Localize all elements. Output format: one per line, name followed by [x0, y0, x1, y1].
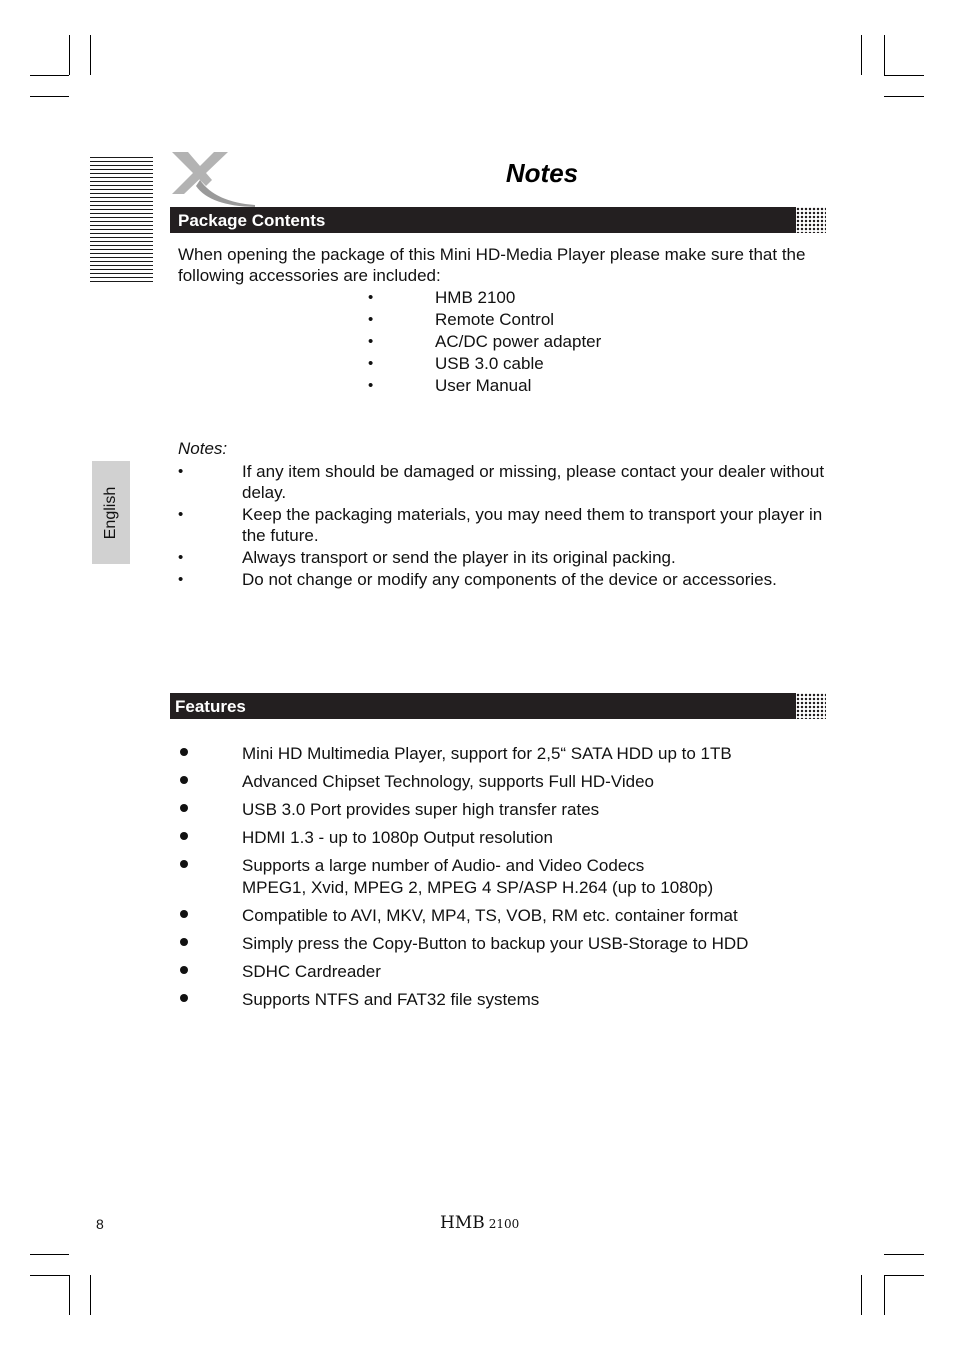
package-intro-text: When opening the package of this Mini HD-Media Player please make sure that the following accessories are included: [178, 245, 806, 285]
list-item: • User Manual [368, 375, 601, 397]
crop-mark [884, 96, 924, 97]
halftone-decoration [796, 693, 826, 719]
list-item: • USB 3.0 cable [368, 353, 601, 375]
model-name-text: HMB [440, 1213, 485, 1233]
list-item: Supports a large number of Audio- and Video Codecs MPEG1, Xvid, MPEG 2, MPEG 4 SP/ASP H.264 (up to 1080p) [178, 855, 828, 899]
list-item: • AC/DC power adapter [368, 331, 601, 353]
crop-mark [861, 1275, 862, 1315]
list-item: • HMB 2100 [368, 287, 601, 309]
list-item: • Remote Control [368, 309, 601, 331]
notes-label: Notes: [178, 439, 228, 458]
list-item: • Always transport or send the player in its original packing. [178, 547, 828, 568]
list-item: • If any item should be damaged or missing, please contact your dealer without delay. [178, 461, 828, 503]
crop-mark [90, 35, 91, 75]
page-title: Notes [505, 158, 579, 188]
crop-mark [884, 35, 885, 75]
section-heading-package: Package Contents [170, 207, 796, 233]
page-number: 8 [96, 1216, 104, 1232]
halftone-decoration [796, 207, 826, 233]
crop-mark [884, 1254, 924, 1255]
list-item: Advanced Chipset Technology, supports Full HD-Video [178, 771, 828, 793]
language-tab [92, 461, 130, 564]
list-item: • Do not change or modify any components of the device or accessories. [178, 569, 828, 590]
list-item: Mini HD Multimedia Player, support for 2,5“ SATA HDD up to 1TB [178, 743, 828, 765]
crop-mark [884, 1275, 924, 1276]
language-tab-label: English [102, 486, 119, 539]
list-item: HDMI 1.3 - up to 1080p Output resolution [178, 827, 828, 849]
crop-mark [69, 35, 70, 75]
features-list [178, 743, 828, 1017]
list-item: Simply press the Copy-Button to backup your USB-Storage to HDD [178, 933, 828, 955]
list-item: SDHC Cardreader [178, 961, 828, 983]
package-contents-list [368, 287, 601, 397]
crop-mark [69, 1275, 70, 1315]
list-item: Supports NTFS and FAT32 file systems [178, 989, 828, 1011]
crop-mark [884, 75, 924, 76]
list-item: • Keep the packaging materials, you may need them to transport your player in the future. [178, 504, 828, 546]
list-item: Compatible to AVI, MKV, MP4, TS, VOB, RM etc. container format [178, 905, 828, 927]
crop-mark [30, 1275, 69, 1276]
model-name [440, 1213, 519, 1233]
section-heading-features: Features [170, 693, 796, 719]
crop-mark [861, 35, 862, 75]
crop-mark [884, 1275, 885, 1315]
notes-list [178, 461, 828, 591]
stripe-decoration [90, 157, 153, 285]
list-item: USB 3.0 Port provides super high transfer rates [178, 799, 828, 821]
brand-logo [170, 150, 260, 208]
crop-mark [30, 1254, 69, 1255]
crop-mark [30, 96, 69, 97]
crop-mark [30, 75, 69, 76]
model-number: 2100 [488, 1217, 520, 1231]
crop-mark [90, 1275, 91, 1315]
